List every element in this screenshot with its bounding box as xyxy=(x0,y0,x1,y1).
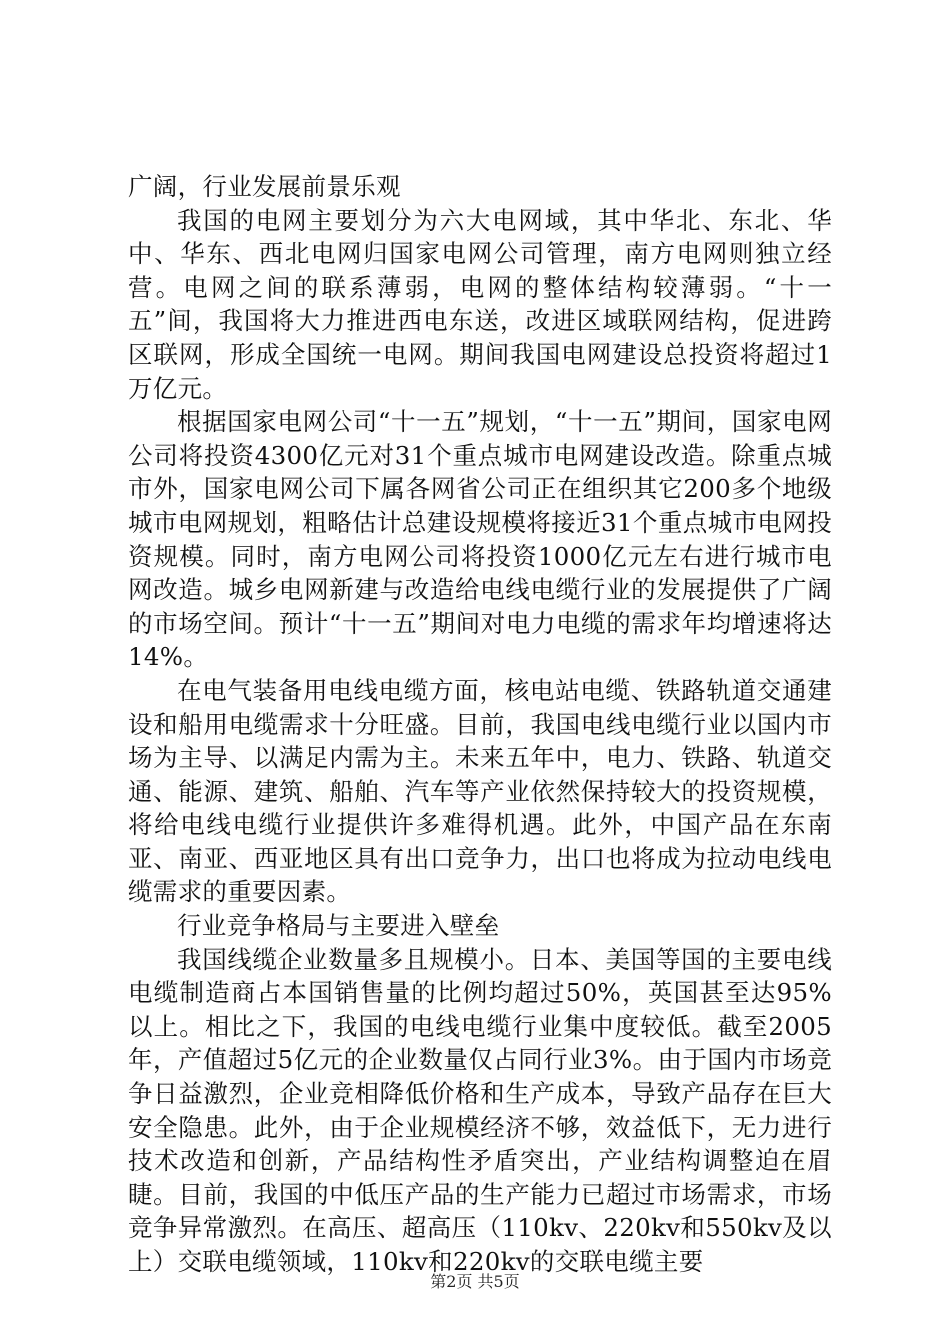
paragraph-electrical-equipment-cables: 在电气装备用电线电缆方面，核电站电缆、铁路轨道交通建设和船用电缆需求十分旺盛。目前，我国电线电缆行业以国内市场为主导、以满足内需为主。未来五年中，电力、铁路、轨道交通、能源、建筑、船舶、汽车等产业依然保持较大的投资规模，将给电线电缆行业提供许多难得机遇。此外，中国产品在东南亚、南亚、西亚地区具有出口竞争力，出口也将成为拉动电线电缆需求的重要因素。 xyxy=(128,675,832,907)
page-number-footer: 第2页 共5页 xyxy=(430,1272,520,1291)
paragraph-continuation: 广阔，行业发展前景乐观 xyxy=(128,172,401,201)
document-body xyxy=(128,170,832,1279)
section-heading-competition: 行业竞争格局与主要进入壁垒 xyxy=(177,911,500,941)
paragraph-industry-competition: 我国线缆企业数量多且规模小。日本、美国等国的主要电线电缆制造商占本国销售量的比例均超过50%，英国甚至达95%以上。相比之下，我国的电线电缆行业集中度较低。截至2005年，产值超过5亿元的企业数量仅占同行业3%。由于国内市场竞争日益激烈，企业竞相降低价格和生产成本，导致产品存在巨大安全隐患。此外，由于企业规模经济不够，效益低下，无力进行技术改造和创新，产品结构性矛盾突出，产业结构调整迫在眉睫。目前，我国的中低压产品的生产能力已超过市场需求，市场竞争异常激烈。在高压、超高压（110kv、220kv和550kv及以上）交联电缆领域，110kv和220kv的交联电缆主要 xyxy=(128,944,832,1276)
paragraph-power-grid-regions: 我国的电网主要划分为六大电网域，其中华北、东北、华中、华东、西北电网归国家电网公司管理，南方电网则独立经营。电网之间的联系薄弱，电网的整体结构较薄弱。“十一五”间，我国将大力推进西电东送，改进区域联网结构，促进跨区联网，形成全国统一电网。期间我国电网建设总投资将超过1万亿元。 xyxy=(128,205,833,403)
paragraph-state-grid-plan: 根据国家电网公司“十一五”规划，“十一五”期间，国家电网公司将投资4300亿元对31个重点城市电网建设改造。除重点城市外，国家电网公司下属各网省公司正在组织其它200多个地级城市电网规划，粗略估计总建设规模将接近31个重点城市电网投资规模。同时，南方电网公司将投资1000亿元左右进行城市电网改造。城乡电网新建与改造给电线电缆行业的发展提供了广阔的市场空间。预计“十一五”期间对电力电缆的需求年均增速将达14%。 xyxy=(128,407,832,672)
